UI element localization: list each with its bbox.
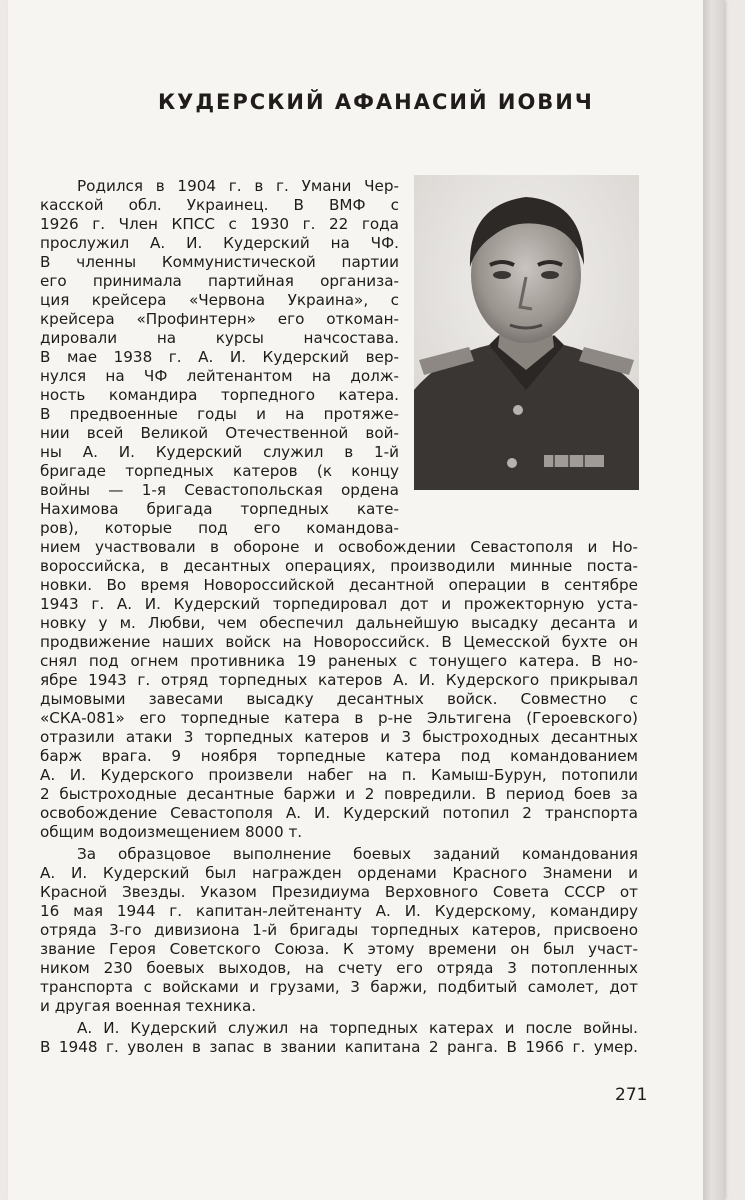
text-line: общим водоизмещением 8000 т. — [40, 823, 303, 841]
text-line: ны А. И. Кудерский служил в 1-й — [40, 443, 399, 461]
text-line: дировали на курсы начсостава. — [40, 329, 399, 347]
text-line: освобождение Севастополя А. И. Кудерский потопил 2 транспорта — [40, 804, 638, 822]
text-line: «СКА-081» его торпедные катера в р-не Эльтигена (Героевского) — [40, 709, 638, 727]
book-page — [8, 0, 724, 1200]
page-number: 271 — [615, 1085, 648, 1105]
text-line: 1926 г. Член КПСС с 1930 г. 22 года — [40, 215, 399, 233]
text-line: ность командира торпедного катера. — [40, 386, 399, 404]
text-line: А. И. Кудерского произвели набег на п. Камыш-Бурун, потопили — [40, 766, 638, 784]
page-edge — [703, 0, 724, 1200]
text-line: нии всей Великой Отечественной вой- — [40, 424, 399, 442]
text-line: транспорта с войсками и грузами, 3 баржи, подбитый самолет, дот — [40, 978, 638, 996]
text-line: отразили атаки 3 торпедных катеров и 3 быстроходных десантных — [40, 728, 638, 746]
portrait-photo — [414, 175, 639, 490]
text-line: А. И. Кудерский служил на торпедных катерах и после войны. — [77, 1019, 638, 1037]
text-line: продвижение наших войск на Новороссийск. В Цемесской бухте он — [40, 633, 638, 651]
text-line: В мае 1938 г. А. И. Кудерский вер- — [40, 348, 399, 366]
text-line: ров), которые под его командова- — [40, 519, 399, 537]
text-line: 16 мая 1944 г. капитан-лейтенанту А. И. Кудерскому, командиру — [40, 902, 638, 920]
text-line: За образцовое выполнение боевых заданий командования — [77, 845, 638, 863]
text-line: прослужил А. И. Кудерский на ЧФ. — [40, 234, 399, 252]
text-line: нулся на ЧФ лейтенантом на долж- — [40, 367, 399, 385]
text-line: и другая военная техника. — [40, 997, 257, 1015]
text-line: крейсера «Профинтерн» его откоман- — [40, 310, 399, 328]
text-line: А. И. Кудерский был награжден орденами Красного Знамени и — [40, 864, 638, 882]
page-title: КУДЕРСКИЙ АФАНАСИЙ ИОВИЧ — [158, 90, 594, 114]
text-line: В 1948 г. уволен в запас в звании капитана 2 ранга. В 1966 г. умер. — [40, 1038, 638, 1056]
text-line: ябре 1943 г. отряд торпедных катеров А. И. Кудерского прикрывал — [40, 671, 638, 689]
text-line: нием участвовали в обороне и освобождении Севастополя и Но- — [40, 538, 638, 556]
text-line: Родился в 1904 г. в г. Умани Чер- — [77, 177, 399, 195]
text-line: барж врага. 9 ноября торпедные катера под командованием — [40, 747, 638, 765]
text-line: ция крейсера «Червона Украина», с — [40, 291, 399, 309]
text-line: новку у м. Любви, чем обеспечил дальнейшую высадку десанта и — [40, 614, 638, 632]
text-line: Красной Звезды. Указом Президиума Верховного Совета СССР от — [40, 883, 638, 901]
portrait-illustration — [414, 175, 639, 490]
text-line: звание Героя Советского Союза. К этому времени он был участ- — [40, 940, 638, 958]
text-line: ником 230 боевых выходов, на счету его отряда 3 потопленных — [40, 959, 638, 977]
text-line: бригаде торпедных катеров (к концу — [40, 462, 399, 480]
text-line: отряда 3-го дивизиона 1-й бригады торпедных катеров, присвоено — [40, 921, 638, 939]
text-line: В членны Коммунистической партии — [40, 253, 399, 271]
text-line: Нахимова бригада торпедных кате- — [40, 500, 399, 518]
text-line: 1943 г. А. И. Кудерский торпедировал дот и прожекторную уста- — [40, 595, 638, 613]
text-line: 2 быстроходные десантные баржи и 2 повредили. В период боев за — [40, 785, 638, 803]
text-line: дымовыми завесами высадку десантных войск. Совместно с — [40, 690, 638, 708]
text-line: войны — 1-я Севастопольская ордена — [40, 481, 399, 499]
text-line: снял под огнем противника 19 раненых с тонущего катера. В но- — [40, 652, 638, 670]
text-line: вороссийска, в десантных операциях, производили минные поста- — [40, 557, 638, 575]
text-line: его принимала партийная организа- — [40, 272, 399, 290]
text-line: новки. Во время Новороссийской десантной операции в сентябре — [40, 576, 638, 594]
text-line: касской обл. Украинец. В ВМФ с — [40, 196, 399, 214]
text-line: В предвоенные годы и на протяже- — [40, 405, 399, 423]
